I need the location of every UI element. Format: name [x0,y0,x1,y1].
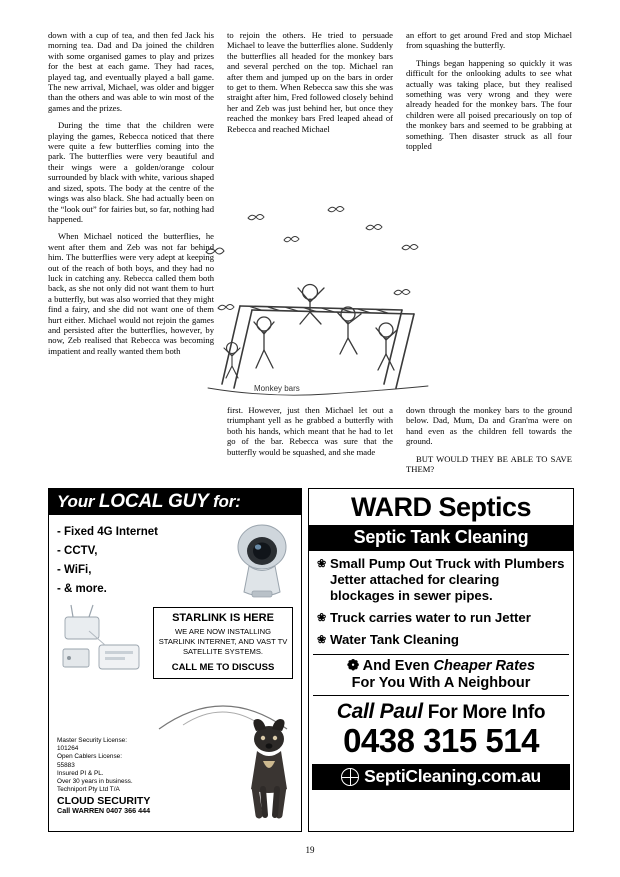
ad-call-line [309,700,573,724]
list-item [317,610,565,626]
service-text: Water Tank Cleaning [330,632,459,647]
cheaper-text-a: And Even [362,658,434,674]
starlink-cta: CALL ME TO DISCUSS [171,662,275,673]
article-column-2-continued [227,405,393,481]
licence-line: Master Security License: [57,737,127,744]
paragraph: When Michael noticed the butterflies, he went after them and Zeb was not far behind him. The butterflies were very adept at keeping out of the reach of both boys, and they had no luck in catching any. Rebecca called them both back, as she not only did not want them to hurt a butterfly, but was also worried that they might find a fairy, and she did not want one of them hurt either. Michael would not rejoin the games and persisted after the butterflies, however, by now, Zeb realised that Rebecca was becoming impatient and really wanted them both [48,231,214,356]
article-column-3-continued [406,405,572,481]
licence-line: Open Cablers License: [57,753,123,761]
ad-subtitle: Septic Tank Cleaning [309,525,573,551]
illustration-caption: Monkey bars [254,384,300,393]
ad-phone-number[interactable]: 0438 315 514 [343,722,539,759]
page-number: 19 [305,845,315,855]
cheaper-text-b: Cheaper Rates [433,658,536,674]
flower-bullet-icon: ❀ [317,558,327,570]
ad-headline [49,489,301,515]
network-equipment-image [59,601,154,681]
service-text: Truck carries water to run Jetter [330,610,531,625]
ad-services-list [309,551,573,648]
website-text: SeptiCleaning.com.au [364,766,541,786]
list-item [317,556,565,604]
starlink-body: WE ARE NOW INSTALLING STARLINK INTERNET, AND VAST TV SATELLITE SYSTEMS. [158,627,288,656]
dog-image [239,717,301,819]
licence-line: Insured PI & PL. [57,769,104,777]
ad-website-banner[interactable] [312,764,570,790]
list-item: - & more. [57,583,107,595]
licence-details [57,737,187,815]
service-text: Small Pump Out Truck with Plumbers Jetter attached for clearing blockages in sewer pipes. [330,556,565,603]
list-item: - WiFi, [57,564,92,576]
snowflake-bullet-icon: ❁ [346,658,360,674]
starlink-callout [153,607,293,679]
licence-line: Over 30 years in business. [57,778,133,786]
starlink-title: STARLINK IS HERE [172,612,274,624]
paragraph: down with a cup of tea, and then fed Jack his morning tea. Dad and Da joined the children with some organised games to play and prizes for the best at each game. They had races, played tag, and eventually played a ball game. The new arrival, Michael, was older and bigger than the others and was able to win most of the games and the prizes. [48,30,214,113]
licence-line: 55883 [57,761,75,769]
paragraph: Things began happening so quickly it was difficult for the onlooking adults to see what actually was taking place, but they realised something was very wrong and they were already headed for the monkey bars. The four children were all poised precariously on top of the monkey bars and seemed to be grabbing at something. Then disaster struck as all four toppled [406,57,572,152]
list-item: - CCTV, [57,545,98,557]
monkey-bars-illustration [188,188,438,410]
paragraph: to rejoin the others. He tried to persuade Michael to leave the butterflies alone. Suddenly the butterflies all headed for the monkey bars and several perched on the top. Michael ran after them and jumped up on the bars in order to get to them. When Rebecca saw this she was straight after him, Fred followed closely behind her and Zeb was just behind her, but once they reached the monkey bars Fred leaped ahead of Rebecca and reached Michael [227,30,393,134]
advertisement-ward-septics[interactable] [308,488,574,832]
ad-headline-part1: Your [57,492,99,511]
paragraph: an effort to get around Fred and stop Michael from squashing the butterfly. [406,30,572,51]
paragraph: BUT WOULD THEY BE ABLE TO SAVE THEM? [406,453,572,475]
cheaper-line-1 [313,658,569,675]
ad-title: WARD Septics [350,492,532,522]
cctv-camera-image [227,521,297,601]
paragraph: down through the monkey bars to the ground below. Dad, Mum, Da and Gran'ma were on hand even as the children fell towards the ground. [406,405,572,447]
cheaper-line-2: For You With A Neighbour [351,675,531,691]
advertisement-cloud-security[interactable] [48,488,302,832]
ad-service-list [57,523,158,599]
article-body-continued [48,405,572,481]
call-name: Call Paul [336,700,423,723]
list-item [317,632,565,648]
paragraph: During the time that the children were playing the games, Rebecca noticed that there were quite a few butterflies coming into the park. The butterflies were very beautiful and their wings were a golden/orange colour surrounded by black with white, various shaped and sized, spots. The body at the centre of the wings was also black. She had actually been on the “look out” for fairies but, so far, nothing had happened. [48,120,214,224]
paragraph: first. However, just then Michael let out a triumphant yell as he grabbed a butterfly with both his hands, which meant that he had to let go of the bar. Rebecca was sure that the butterfly would be squashed, and she made [227,405,393,457]
ad-cheaper-rates-banner [313,654,569,696]
licence-line: Techniport Pty Ltd T/A [57,786,120,794]
ad-headline-part3: for: [208,492,241,511]
ad-phone[interactable]: Call WARREN 0407 366 444 [57,805,151,815]
globe-icon [341,768,359,786]
ad-brand-name: CLOUD SECURITY [57,795,151,808]
flower-bullet-icon: ❀ [317,612,327,624]
licence-line: 101264 [57,745,79,753]
list-item: - Fixed 4G Internet [57,526,158,538]
flower-bullet-icon: ❀ [317,634,327,646]
ad-headline-part2: LOCAL GUY [98,491,209,512]
call-suffix: For More Info [422,702,546,723]
column-spacer [48,405,214,481]
